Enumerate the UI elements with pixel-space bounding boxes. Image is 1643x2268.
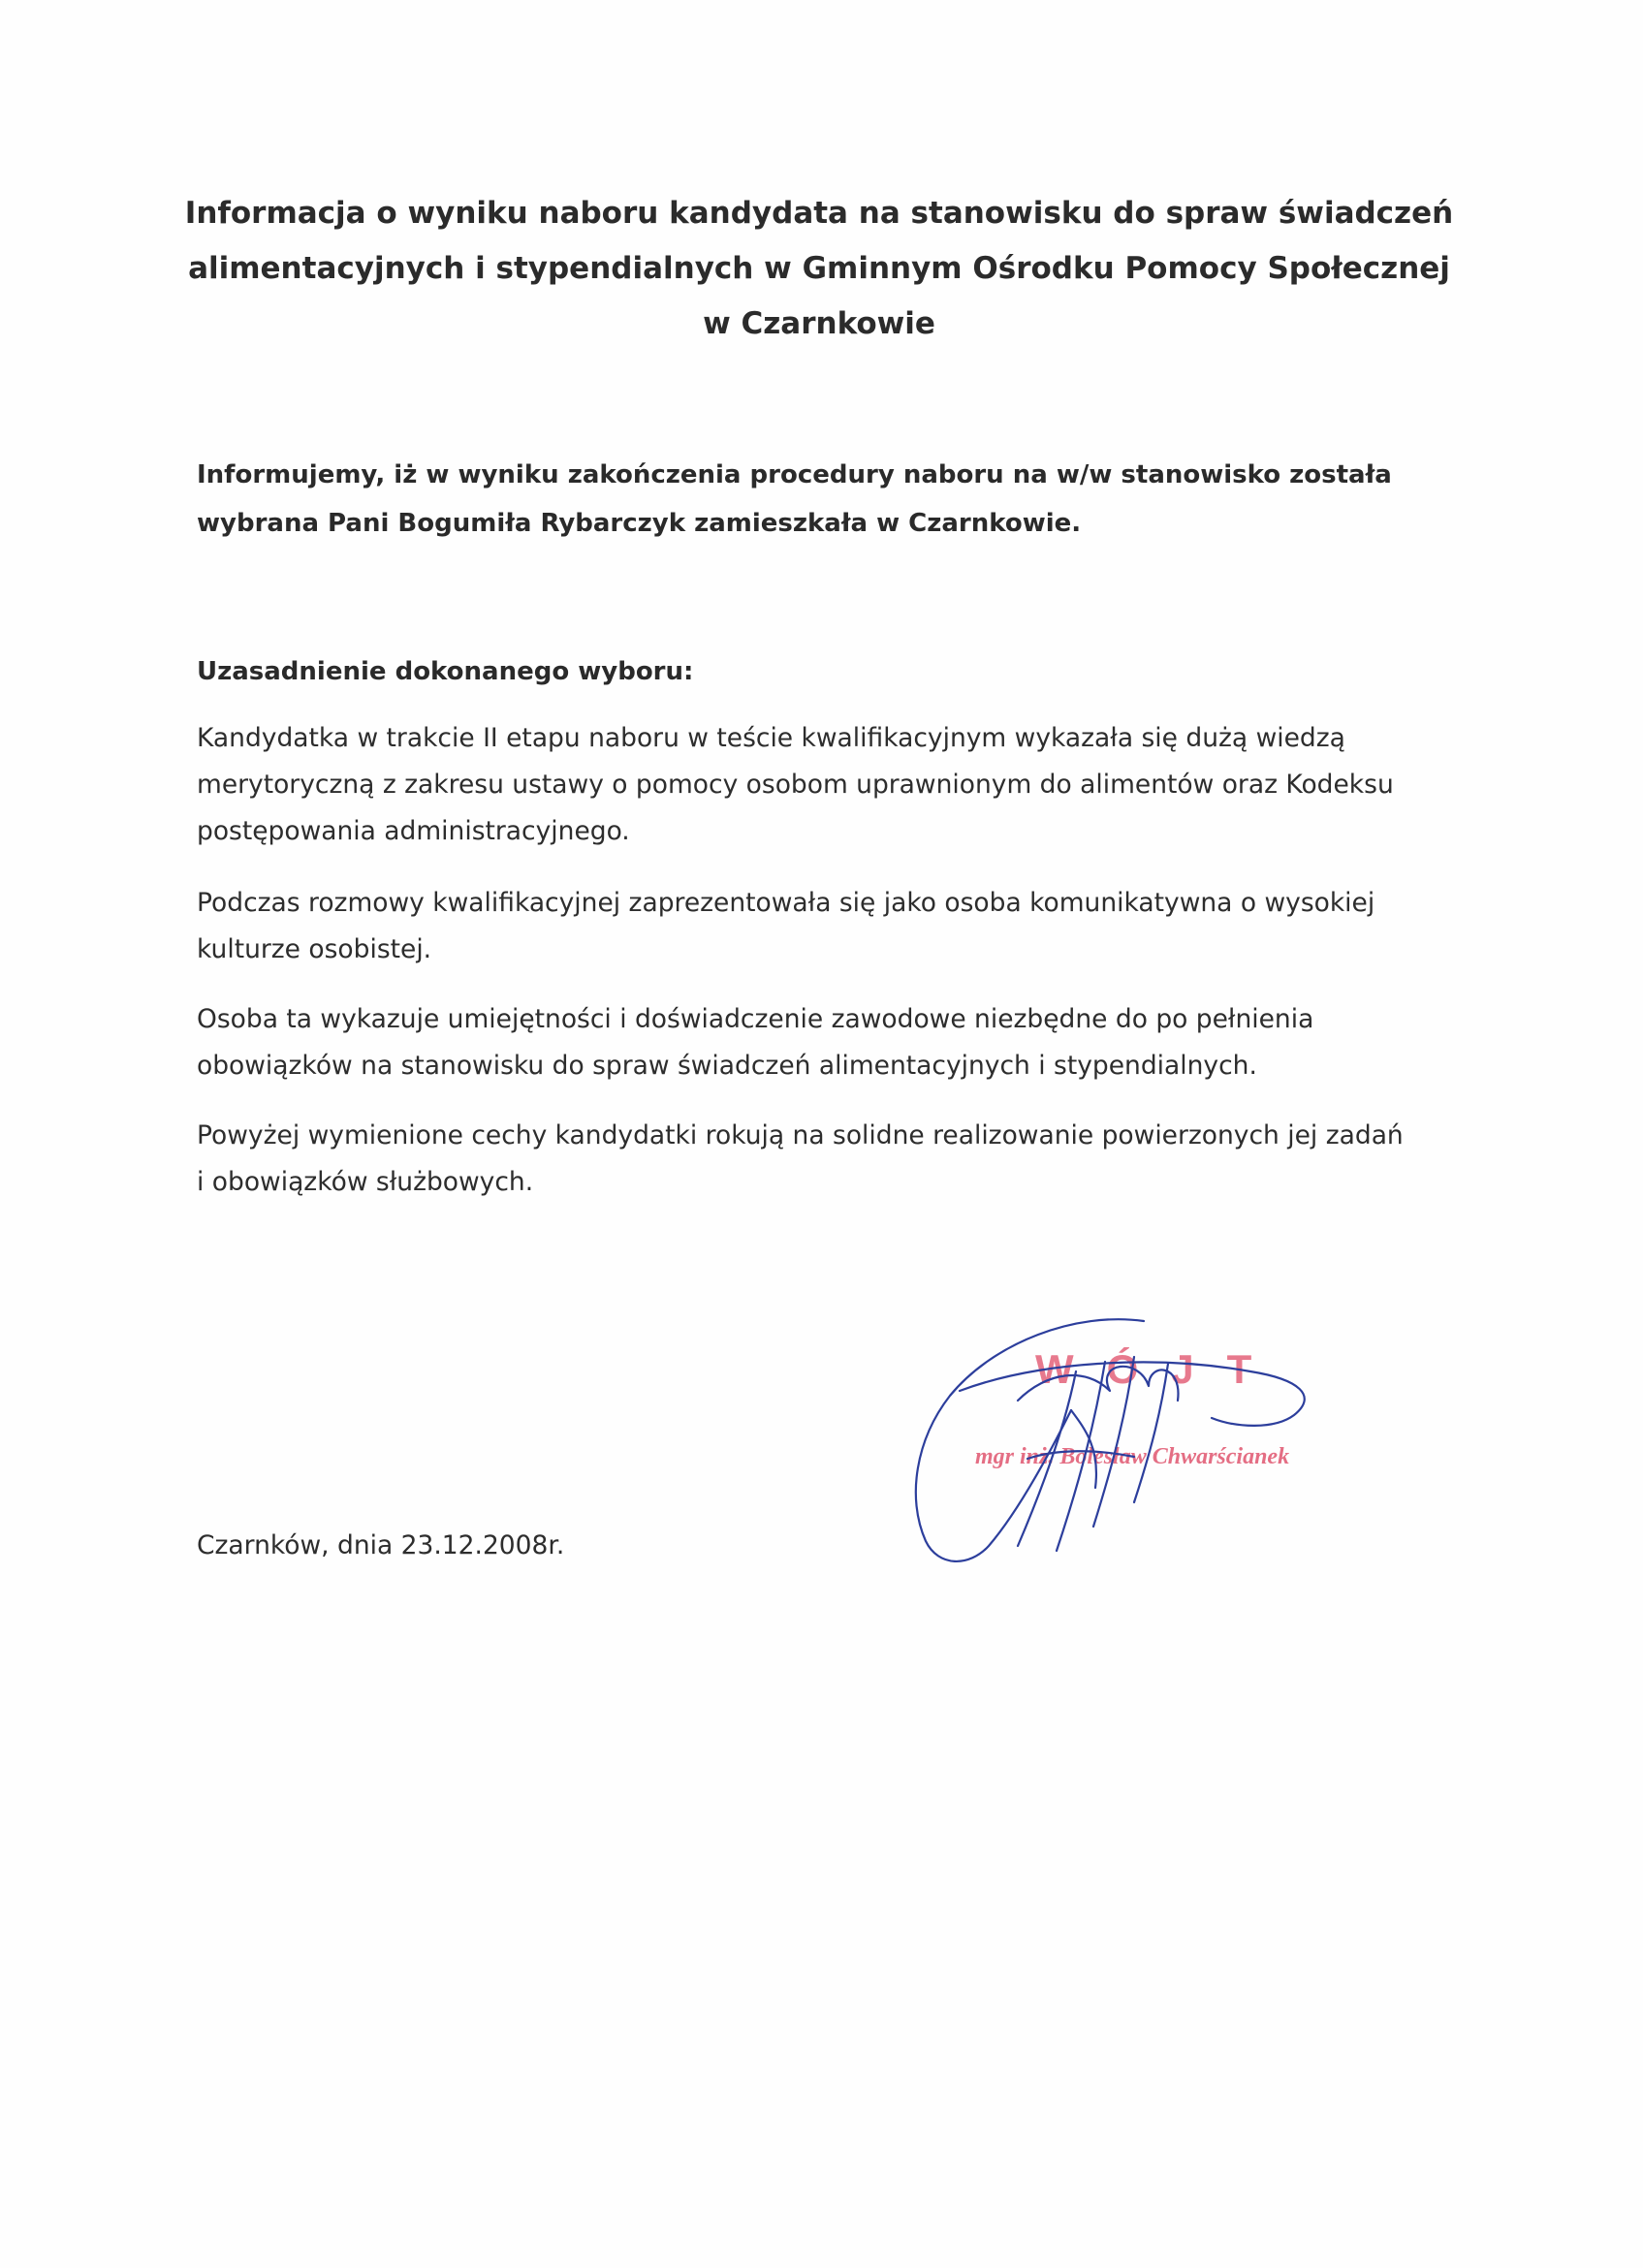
justification-paragraph-1: Kandydatka w trakcie II etapu naboru w teście kwalifikacyjnym wykazała się dużą wiedzą merytoryczną z zakresu ustawy o pomocy osobom uprawnionym do alimentów oraz Kodeksu postępowania administracyjnego. — [197, 723, 1394, 846]
stamp-name: mgr inż. Bolesław Chwarścianek — [975, 1444, 1290, 1469]
intro-paragraph: Informujemy, iż w wyniku zakończenia procedury naboru na w/w stanowisko została wybrana Pani Bogumiła Rybarczyk zamieszkała w Czarnkowie. — [197, 460, 1392, 538]
document-title: Informacja o wyniku naboru kandydata na stanowisku do spraw świadczeń alimentacyjnych i stypendialnych w Gminnym Ośrodku Pomocy Społecznej w Czarnkowie — [184, 196, 1454, 341]
justification-paragraph-2: Podczas rozmowy kwalifikacyjnej zaprezentowała się jako osoba komunikatywna o wysokiej kulturze osobistej. — [197, 888, 1375, 964]
justification-paragraph-4: Powyżej wymienione cechy kandydatki rokują na solidne realizowanie powierzonych jej zadań i obowiązków służbowych. — [197, 1120, 1404, 1197]
handwritten-signature — [901, 1304, 1367, 1594]
place-and-date: Czarnków, dnia 23.12.2008r. — [197, 1530, 565, 1560]
justification-paragraph-3: Osoba ta wykazuje umiejętności i doświadczenie zawodowe niezbędne do po pełnienia obowiązków na stanowisku do spraw świadczeń alimentacyjnych i stypendialnych. — [197, 1004, 1314, 1081]
official-stamp — [901, 1304, 1367, 1594]
justification-heading: Uzasadnienie dokonanego wyboru: — [197, 657, 694, 686]
stamp-title: WÓJT — [1035, 1346, 1285, 1392]
